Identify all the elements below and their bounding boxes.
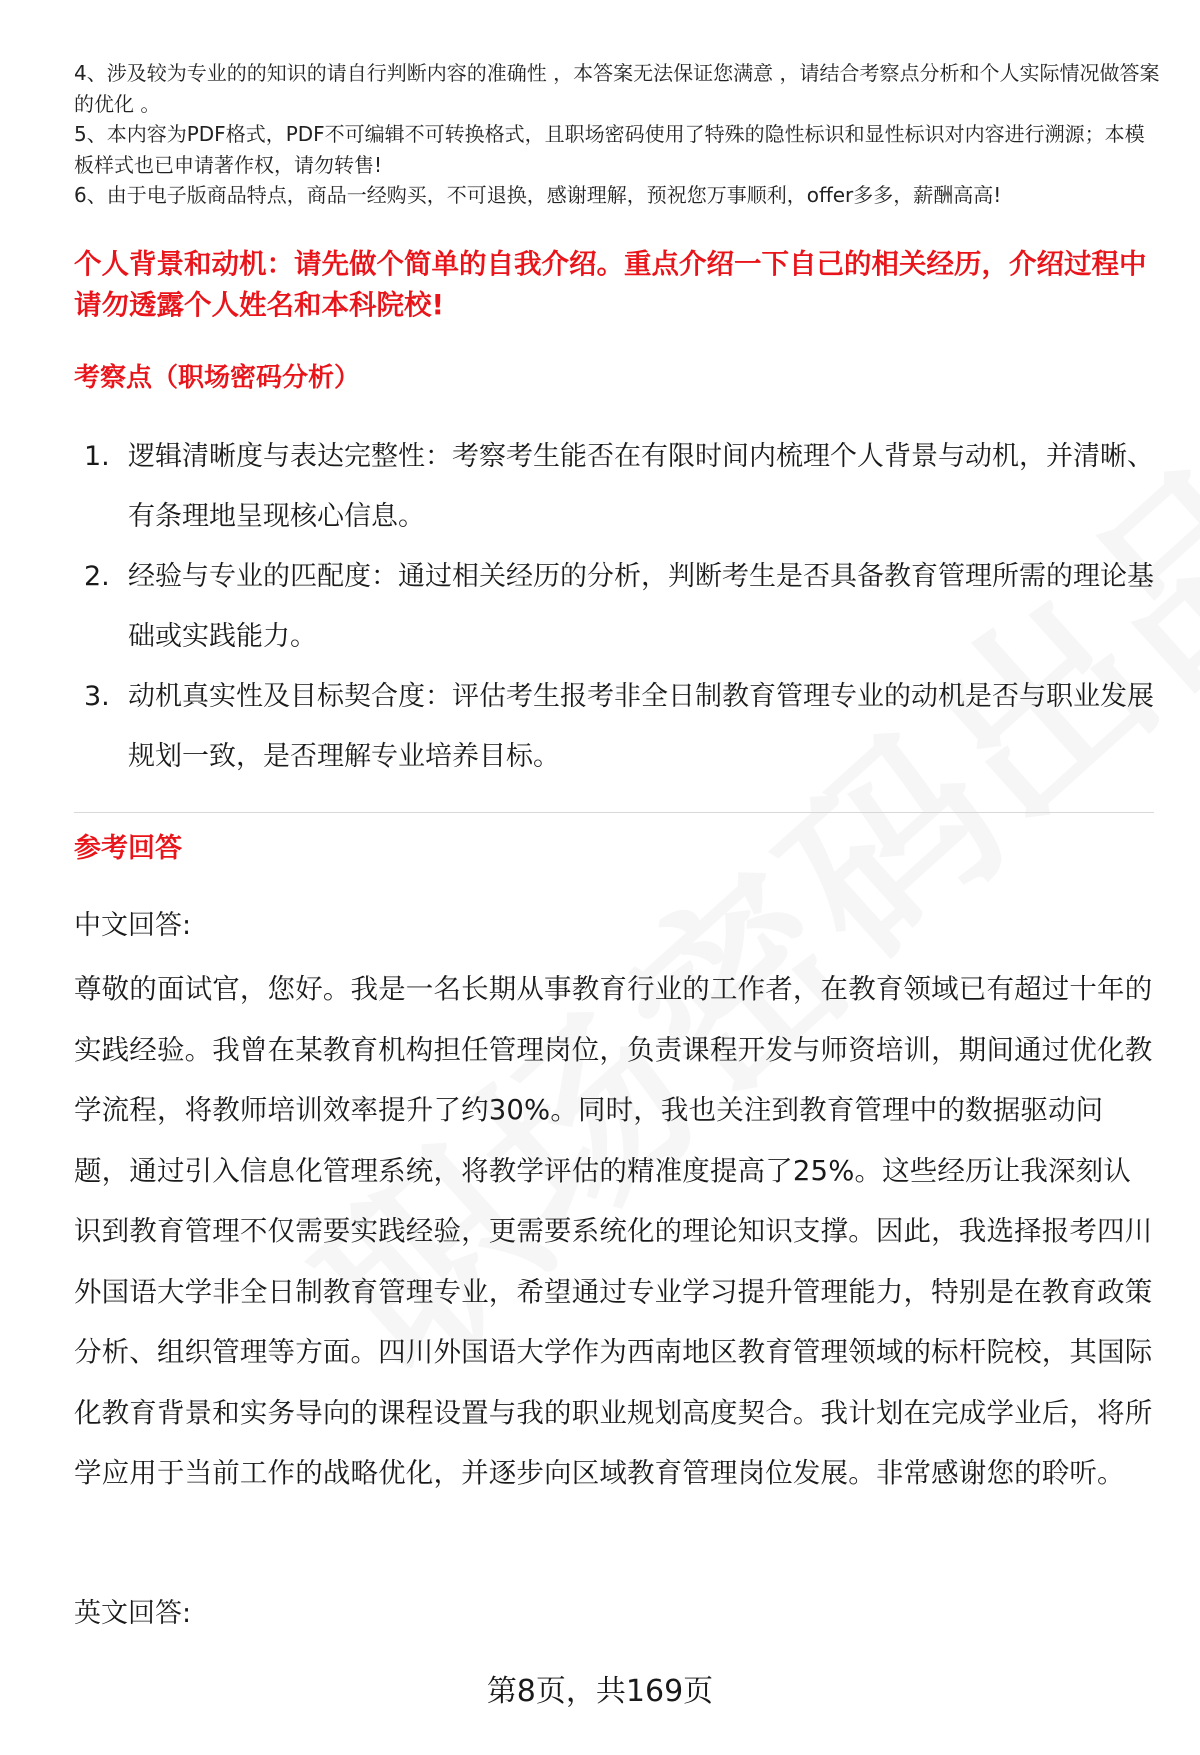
analysis-points-list bbox=[84, 427, 1160, 787]
point-text: 动机真实性及目标契合度：评估考生报考非全日制教育管理专业的动机是否与职业发展规划一致，是否理解专业培养目标。 bbox=[128, 681, 1154, 772]
note-item: 4、涉及较为专业的的知识的请自行判断内容的准确性 ，本答案无法保证您满意 ，请结合考察点分析和个人实际情况做答案的优化 。 bbox=[74, 61, 1160, 116]
page-footer: 第8页，共169页 bbox=[486, 1674, 714, 1709]
english-answer-label: 英文回答: bbox=[74, 1598, 192, 1629]
answer-section-title: 参考回答 bbox=[74, 833, 182, 864]
analysis-point bbox=[84, 547, 1160, 667]
analysis-point bbox=[84, 667, 1160, 787]
point-number: 1. bbox=[84, 441, 110, 472]
analysis-section-title: 考察点（职场密码分析） bbox=[74, 363, 361, 393]
notes-block bbox=[74, 58, 1160, 211]
point-text: 经验与专业的匹配度：通过相关经历的分析，判断考生是否具备教育管理所需的理论基础或实践能力。 bbox=[128, 561, 1154, 652]
chinese-answer-text: 尊敬的面试官，您好。我是一名长期从事教育行业的工作者，在教育领域已有超过十年的实践经验。我曾在某教育机构担任管理岗位，负责课程开发与师资培训，期间通过优化教学流程，将教师培训效率提升了约30%。同时，我也关注到教育管理中的数据驱动问题，通过引入信息化管理系统，将教学评估的精准度提高了25%。这些经历让我深刻认识到教育管理不仅需要实践经验，更需要系统化的理论知识支撑。因此，我选择报考四川外国语大学非全日制教育管理专业，希望通过专业学习提升管理能力，特别是在教育政策分析、组织管理等方面。四川外国语大学作为西南地区教育管理领域的标杆院校，其国际化教育背景和实务导向的课程设置与我的职业规划高度契合。我计划在完成学业后，将所学应用于当前工作的战略优化，并逐步向区域教育管理岗位发展。非常感谢您的聆听。 bbox=[74, 973, 1153, 1489]
point-number: 3. bbox=[84, 681, 110, 712]
note-item: 6、由于电子版商品特点，商品一经购买，不可退换，感谢理解，预祝您万事顺利，offer多多，薪酬高高! bbox=[74, 183, 1002, 207]
chinese-answer-label: 中文回答: bbox=[74, 910, 192, 941]
note-item: 5、本内容为PDF格式，PDF不可编辑不可转换格式，且职场密码使用了特殊的隐性标识和显性标识对内容进行溯源；本模板样式也已申请著作权，请勿转售! bbox=[74, 122, 1145, 177]
section-divider bbox=[74, 812, 1154, 813]
point-number: 2. bbox=[84, 561, 110, 592]
question-title: 个人背景和动机：请先做个简单的自我介绍。重点介绍一下自己的相关经历，介绍过程中请勿透露个人姓名和本科院校! bbox=[74, 248, 1147, 321]
analysis-point bbox=[84, 427, 1160, 547]
point-text: 逻辑清晰度与表达完整性：考察考生能否在有限时间内梳理个人背景与动机，并清晰、有条理地呈现核心信息。 bbox=[128, 441, 1154, 532]
